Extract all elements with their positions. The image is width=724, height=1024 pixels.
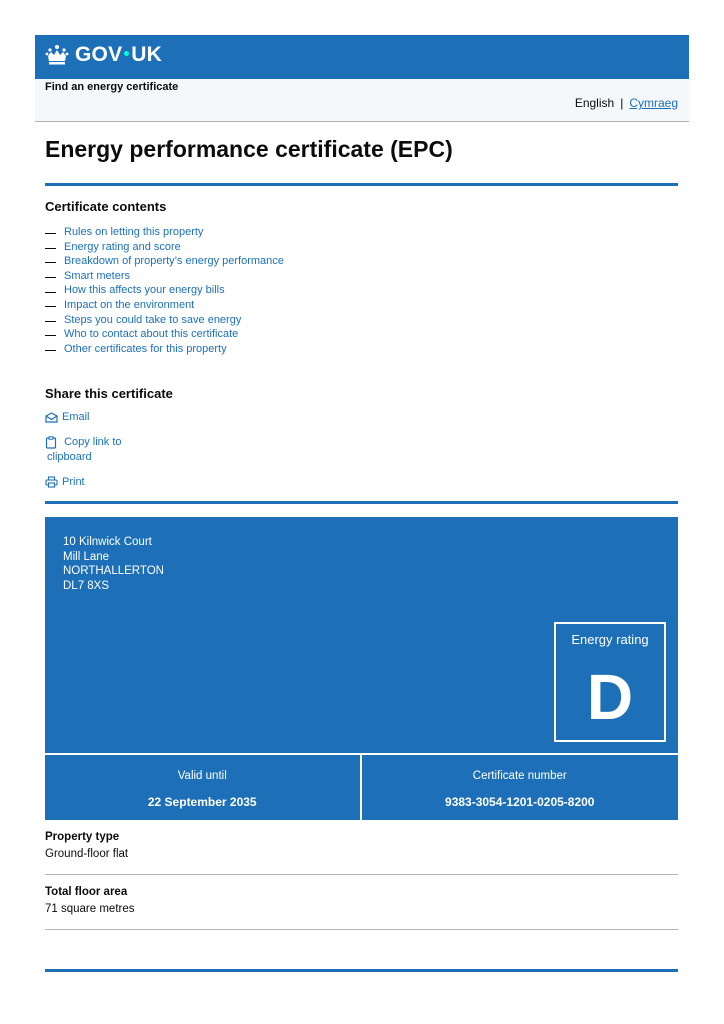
contents-item — [45, 269, 284, 284]
certificate-number-cell — [362, 755, 679, 820]
crown-icon — [45, 44, 69, 66]
language-separator: | — [620, 96, 624, 110]
contents-item — [45, 327, 284, 342]
floor-area-label: Total floor area — [45, 886, 128, 898]
logo-text: GOV UK — [75, 43, 163, 66]
address-line: 10 Kilnwick Court — [63, 536, 152, 548]
certificate-number: 9383-3054-1201-0205-8200 — [445, 795, 595, 809]
contents-link-letting-rules[interactable]: Rules on letting this property — [64, 226, 204, 238]
contents-item — [45, 254, 284, 269]
service-navigation — [35, 79, 689, 122]
certificate-number-label: Certificate number — [472, 770, 567, 782]
certificate-details-row — [45, 753, 678, 820]
language-current: English — [574, 96, 615, 110]
contents-list — [45, 225, 284, 356]
contents-link-smart-meters[interactable]: Smart meters — [64, 269, 131, 282]
address-line: NORTHALLERTON — [63, 565, 164, 578]
address-line: Mill Lane — [63, 550, 110, 563]
share-heading: Share this certificate — [45, 386, 173, 401]
govuk-logo-link[interactable] — [45, 43, 162, 67]
govuk-header — [35, 35, 689, 79]
contents-item — [45, 342, 284, 357]
contents-link-breakdown[interactable]: Breakdown of property’s energy performance — [64, 255, 284, 268]
contents-heading: Certificate contents — [45, 199, 167, 214]
language-welsh-link[interactable]: Cymraeg — [629, 96, 678, 110]
language-switcher — [575, 96, 678, 110]
floor-area-row — [45, 886, 678, 930]
section-divider — [45, 183, 678, 186]
share-print-link[interactable]: Print — [45, 475, 85, 490]
section-divider — [45, 969, 678, 972]
share-copy-link[interactable]: Copy link to clipboard — [47, 436, 122, 463]
energy-rating-label: Energy rating — [571, 632, 649, 647]
certificate-summary-panel — [45, 517, 678, 820]
property-type-row — [45, 831, 678, 875]
valid-until-cell — [45, 755, 362, 820]
floor-area-value: 71 square metres — [45, 903, 135, 915]
section-divider — [45, 501, 678, 504]
address-postcode: DL7 8XS — [63, 579, 110, 592]
property-type-label: Property type — [45, 831, 120, 843]
valid-until-label: Valid until — [177, 770, 227, 782]
contents-item — [45, 225, 284, 240]
page-title: Energy performance certificate (EPC) — [45, 136, 453, 162]
contents-link-contact[interactable]: Who to contact about this certificate — [64, 328, 239, 341]
energy-rating-letter: D — [586, 661, 634, 733]
contents-link-other-certificates[interactable]: Other certificates for this property — [64, 342, 227, 355]
printer-icon — [45, 476, 58, 488]
contents-item — [45, 240, 284, 255]
energy-rating-box — [554, 622, 666, 742]
service-name-link[interactable]: Find an energy certificate — [45, 81, 179, 93]
contents-item — [45, 313, 284, 328]
contents-item — [45, 298, 284, 313]
property-address — [63, 535, 164, 593]
clipboard-icon — [45, 436, 57, 449]
contents-item — [45, 283, 284, 298]
share-email-link[interactable]: Email — [45, 410, 90, 425]
contents-link-environment[interactable]: Impact on the environment — [64, 298, 195, 311]
envelope-icon — [45, 412, 58, 423]
property-type-value: Ground-floor flat — [45, 848, 129, 860]
contents-link-energy-bills[interactable]: How this affects your energy bills — [64, 284, 225, 297]
valid-until-date: 22 September 2035 — [147, 795, 257, 809]
contents-link-energy-rating[interactable]: Energy rating and score — [64, 240, 181, 253]
contents-link-save-energy[interactable]: Steps you could take to save energy — [64, 313, 242, 326]
